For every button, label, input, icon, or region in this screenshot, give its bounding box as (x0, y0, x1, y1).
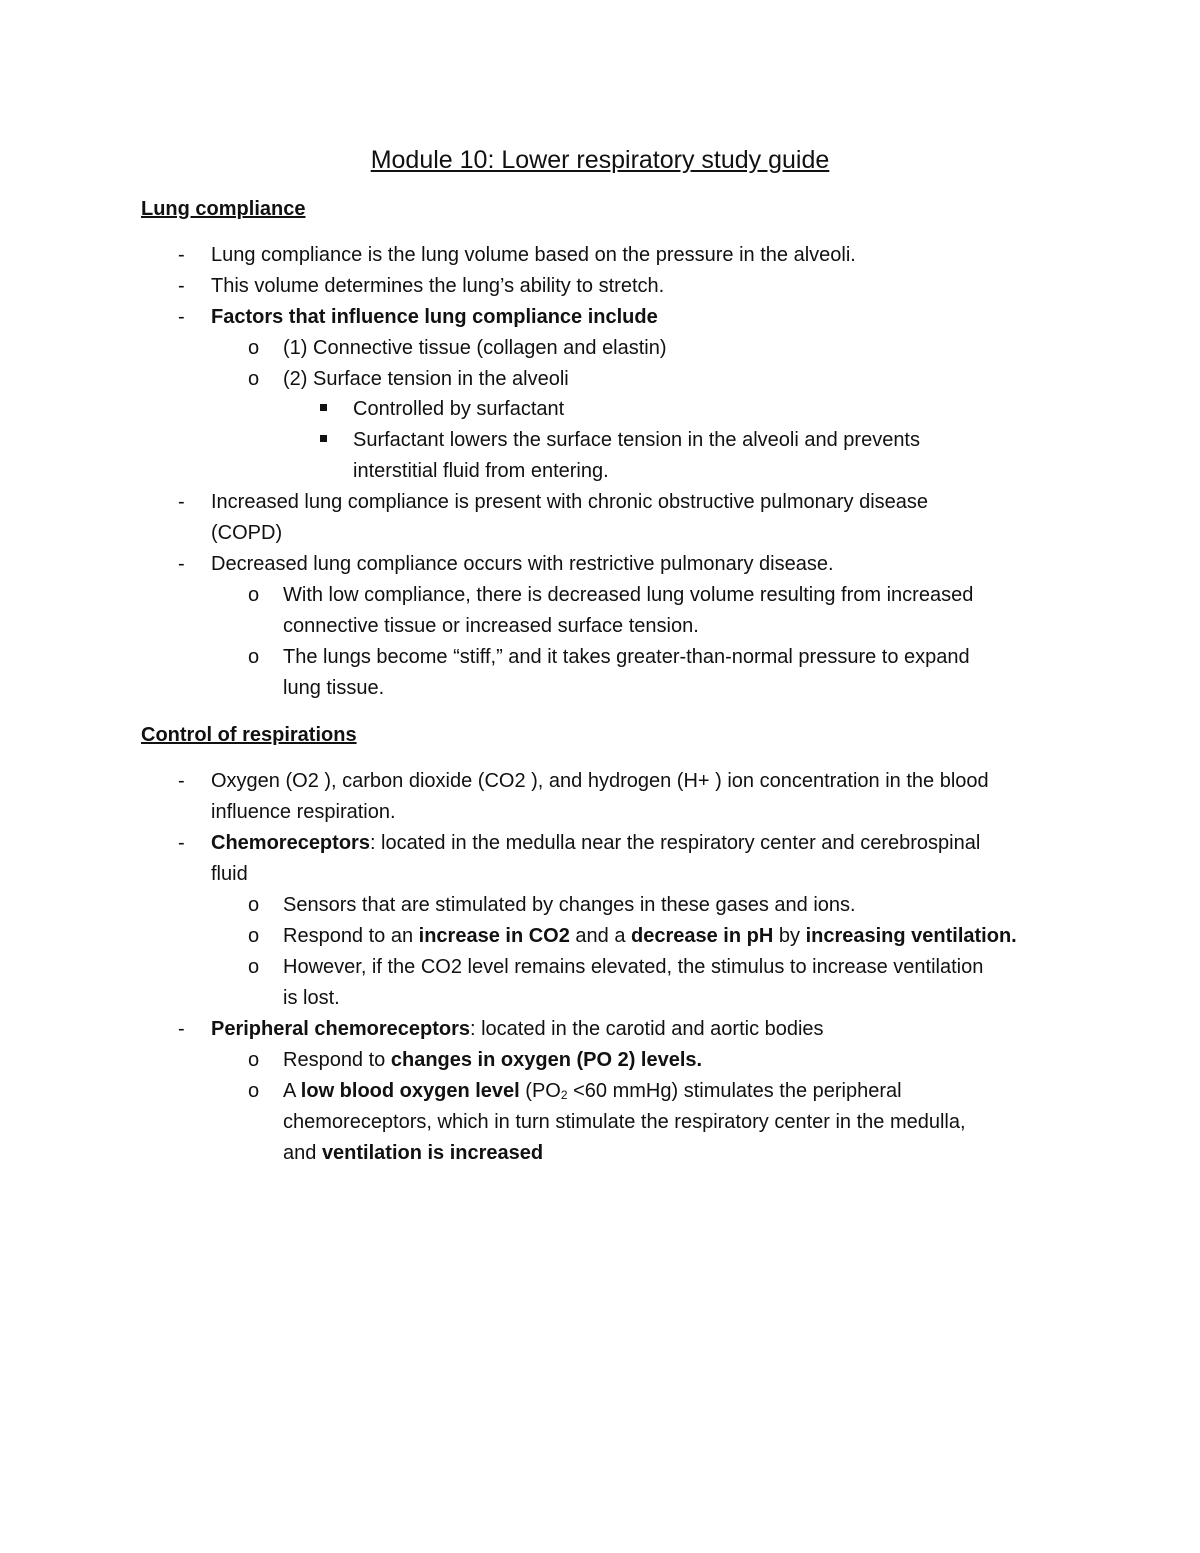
dash-bullet: - (178, 1018, 185, 1040)
text-run: and a (569, 925, 632, 947)
bold-term: decrease in pH (631, 925, 774, 947)
sub-sub-bullet-text: Controlled by surfactant (353, 398, 565, 420)
circle-bullet: o (248, 1080, 260, 1102)
subscript: 2 (560, 1088, 568, 1102)
sub-bullet-text (283, 1047, 702, 1073)
sub-bullet-text: With low compliance, there is decreased lung volume resulting from increased (283, 584, 974, 606)
text-run: Respond to an (283, 925, 419, 947)
sub-bullet-text: connective tissue or increased surface tension. (283, 615, 699, 637)
bold-term: low blood oxygen level (300, 1080, 520, 1102)
circle-bullet: o (248, 1049, 260, 1071)
circle-bullet: o (248, 337, 260, 359)
bullet-text: (COPD) (211, 522, 283, 544)
sub-bullet-text (283, 1078, 902, 1108)
circle-bullet: o (248, 925, 260, 947)
bullet-text: Decreased lung compliance occurs with restrictive pulmonary disease. (211, 553, 834, 575)
text-run: by (773, 925, 806, 947)
section-heading-control-of-respirations: Control of respirations (141, 724, 357, 746)
bold-term: increasing ventilation. (805, 925, 1017, 947)
bold-term: increase in CO2 (418, 925, 570, 947)
bullet-text (211, 1016, 824, 1042)
square-bullet-icon (320, 404, 327, 411)
bullet-text: This volume determines the lung’s ability to stretch. (211, 275, 665, 297)
dash-bullet: - (178, 832, 185, 854)
sub-bullet-text: However, if the CO2 level remains elevated, the stimulus to increase ventilation (283, 956, 984, 978)
circle-bullet: o (248, 584, 260, 606)
dash-bullet: - (178, 275, 185, 297)
circle-bullet: o (248, 894, 260, 916)
dash-bullet: - (178, 306, 185, 328)
sub-bullet-text: chemoreceptors, which in turn stimulate the respiratory center in the medulla, (283, 1111, 966, 1133)
sub-sub-bullet-text: interstitial fluid from entering. (353, 460, 609, 482)
dash-bullet: - (178, 770, 185, 792)
text-run: <60 mmHg) stimulates the peripheral (567, 1080, 902, 1102)
bold-term: Peripheral chemoreceptors (211, 1018, 470, 1040)
bullet-text: Increased lung compliance is present with chronic obstructive pulmonary disease (211, 491, 929, 513)
bullet-text: Oxygen (O2 ), carbon dioxide (CO2 ), and hydrogen (H+ ) ion concentration in the blood (211, 770, 989, 792)
section-heading-lung-compliance: Lung compliance (141, 198, 306, 220)
square-bullet-icon (320, 435, 327, 442)
sub-bullet-text: (1) Connective tissue (collagen and elastin) (283, 337, 667, 359)
page-title: Module 10: Lower respiratory study guide (370, 146, 830, 174)
bold-term: changes in oxygen (PO 2) levels. (390, 1049, 703, 1071)
bold-term: ventilation is increased (321, 1142, 544, 1164)
sub-bullet-text: lung tissue. (283, 677, 385, 699)
circle-bullet: o (248, 646, 260, 668)
bullet-text: influence respiration. (211, 801, 396, 823)
text-run: : located in the medulla near the respiratory center and cerebrospinal (369, 832, 981, 854)
text-run: : located in the carotid and aortic bodies (470, 1018, 824, 1040)
sub-bullet-text: Sensors that are stimulated by changes in these gases and ions. (283, 894, 856, 916)
sub-sub-bullet-text: Surfactant lowers the surface tension in the alveoli and prevents (353, 429, 920, 451)
circle-bullet: o (248, 956, 260, 978)
text-run: A (283, 1080, 301, 1102)
sub-bullet-text (283, 1140, 543, 1166)
bullet-text: fluid (211, 863, 248, 885)
sub-bullet-text: The lungs become “stiff,” and it takes greater-than-normal pressure to expand (283, 646, 970, 668)
dash-bullet: - (178, 491, 185, 513)
dash-bullet: - (178, 553, 185, 575)
sub-bullet-text: is lost. (283, 987, 340, 1009)
text-run: Respond to (283, 1049, 391, 1071)
text-run: and (283, 1142, 322, 1164)
text-run: (PO (519, 1080, 561, 1102)
sub-bullet-text (283, 923, 1017, 949)
bold-term: Chemoreceptors (211, 832, 370, 854)
sub-bullet-text: (2) Surface tension in the alveoli (283, 368, 569, 390)
bullet-text (211, 830, 980, 856)
bullet-text: Lung compliance is the lung volume based on the pressure in the alveoli. (211, 244, 856, 266)
dash-bullet: - (178, 244, 185, 266)
circle-bullet: o (248, 368, 260, 390)
bullet-text: Factors that influence lung compliance include (211, 306, 658, 328)
